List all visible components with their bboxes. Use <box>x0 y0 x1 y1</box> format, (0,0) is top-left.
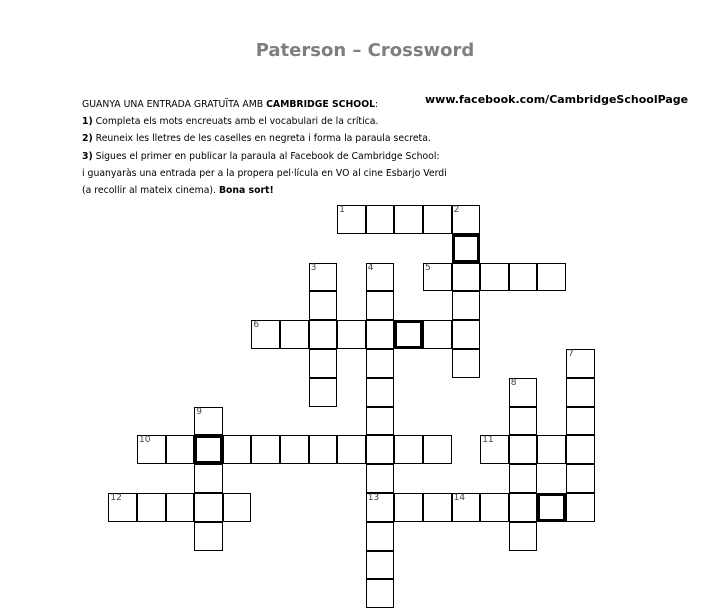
facebook-link[interactable]: www.facebook.com/CambridgeSchoolPage <box>425 93 689 106</box>
crossword-cell[interactable] <box>194 464 223 493</box>
crossword-cell[interactable] <box>194 493 223 522</box>
crossword-cell[interactable] <box>537 263 566 292</box>
crossword-cell[interactable] <box>137 435 166 464</box>
clue-number: 10 <box>139 435 151 446</box>
good-luck-text: Bona sort! <box>218 185 274 197</box>
crossword-cell[interactable] <box>137 493 166 522</box>
crossword-cell[interactable] <box>394 435 423 464</box>
crossword-cell[interactable] <box>337 435 366 464</box>
crossword-key-cell[interactable] <box>537 493 566 522</box>
crossword-cell[interactable] <box>251 435 280 464</box>
crossword-cell[interactable] <box>452 320 481 349</box>
crossword-cell[interactable] <box>366 320 395 349</box>
crossword-cell[interactable] <box>480 435 509 464</box>
crossword-cell[interactable] <box>509 263 538 292</box>
crossword-cell[interactable] <box>366 378 395 407</box>
clue-number: 2 <box>453 205 460 215</box>
clue-number: 9 <box>196 406 202 417</box>
crossword-cell[interactable] <box>309 435 338 464</box>
crossword-cell[interactable] <box>452 291 481 320</box>
clue-number: 4 <box>367 262 374 273</box>
crossword-cell[interactable] <box>394 493 423 522</box>
crossword-cell[interactable] <box>280 435 309 464</box>
crossword-cell[interactable] <box>366 435 395 464</box>
step-number: 1) <box>82 116 93 128</box>
crossword-cell[interactable] <box>337 205 366 234</box>
crossword-cell[interactable] <box>309 263 338 292</box>
clue-number: 7 <box>568 349 574 359</box>
crossword-key-cell[interactable] <box>394 320 423 349</box>
crossword-cell[interactable] <box>452 205 481 234</box>
crossword-cell[interactable] <box>509 378 538 407</box>
crossword-cell[interactable] <box>423 263 452 292</box>
crossword-cell[interactable] <box>509 464 538 493</box>
crossword-cell[interactable] <box>566 493 595 522</box>
instruction-text: (a recollir al mateix cinema). <box>82 185 219 197</box>
crossword-cell[interactable] <box>251 320 280 349</box>
crossword-cell[interactable] <box>509 522 538 551</box>
school-name: CAMBRIDGE SCHOOL <box>266 99 376 110</box>
crossword-cell[interactable] <box>166 493 195 522</box>
crossword-cell[interactable] <box>566 349 595 378</box>
clue-number: 6 <box>253 320 260 331</box>
crossword-cell[interactable] <box>280 320 309 349</box>
crossword-cell[interactable] <box>366 291 395 320</box>
step-text: Reuneix les lletres de les caselles en negreta i forma la paraula secreta. <box>92 133 431 145</box>
crossword-cell[interactable] <box>452 263 481 292</box>
crossword-cell[interactable] <box>452 493 481 522</box>
crossword-cell[interactable] <box>309 291 338 320</box>
crossword-cell[interactable] <box>366 407 395 436</box>
crossword-cell[interactable] <box>309 378 338 407</box>
crossword-cell[interactable] <box>366 263 395 292</box>
crossword-cell[interactable] <box>509 435 538 464</box>
step-text: Sigues el primer en publicar la paraula al Facebook de Cambridge School: <box>92 150 440 162</box>
clue-number: 8 <box>510 377 517 388</box>
clue-number: 3 <box>310 262 317 273</box>
crossword-cell[interactable] <box>423 493 452 522</box>
clue-number: 5 <box>425 262 431 273</box>
crossword-cell[interactable] <box>223 493 252 522</box>
instruction-text: GUANYA UNA ENTRADA GRATUÏTA AMB <box>82 99 267 110</box>
crossword-cell[interactable] <box>566 435 595 464</box>
crossword-cell[interactable] <box>194 522 223 551</box>
crossword-cell[interactable] <box>423 435 452 464</box>
crossword-cell[interactable] <box>537 435 566 464</box>
clue-number: 13 <box>367 493 380 503</box>
crossword-cell[interactable] <box>166 435 195 464</box>
step-number: 3) <box>82 150 93 162</box>
crossword-cell[interactable] <box>480 493 509 522</box>
clue-number: 1 <box>339 205 345 215</box>
crossword-cell[interactable] <box>366 579 395 608</box>
crossword-cell[interactable] <box>452 349 481 378</box>
crossword-cell[interactable] <box>337 320 366 349</box>
crossword-key-cell[interactable] <box>194 435 223 464</box>
page-title: Paterson – Crossword <box>255 40 475 61</box>
crossword-cell[interactable] <box>509 407 538 436</box>
instruction-text: : <box>375 99 379 110</box>
clue-number: 11 <box>482 435 494 446</box>
crossword-cell[interactable] <box>366 493 395 522</box>
crossword-cell[interactable] <box>566 378 595 407</box>
crossword-cell[interactable] <box>108 493 137 522</box>
crossword-cell[interactable] <box>566 464 595 493</box>
crossword-cell[interactable] <box>509 493 538 522</box>
step-number: 2) <box>82 133 93 145</box>
step-text: Completa els mots encreuats amb el vocabulari de la crítica. <box>92 116 379 128</box>
crossword-cell[interactable] <box>480 263 509 292</box>
crossword-cell[interactable] <box>309 349 338 378</box>
crossword-cell[interactable] <box>366 349 395 378</box>
crossword-cell[interactable] <box>423 205 452 234</box>
crossword-cell[interactable] <box>423 320 452 349</box>
crossword-key-cell[interactable] <box>452 234 481 263</box>
crossword-cell[interactable] <box>366 205 395 234</box>
clue-number: 14 <box>453 493 466 503</box>
instruction-text: i guanyaràs una entrada per a la propera pel·lícula en VO al cine Esbarjo Verdi <box>82 167 447 179</box>
crossword-cell[interactable] <box>566 407 595 436</box>
crossword-cell[interactable] <box>366 522 395 551</box>
crossword-cell[interactable] <box>366 551 395 580</box>
crossword-cell[interactable] <box>309 320 338 349</box>
crossword-cell[interactable] <box>194 407 223 436</box>
clue-number: 12 <box>110 493 122 503</box>
crossword-cell[interactable] <box>366 464 395 493</box>
crossword-cell[interactable] <box>223 435 252 464</box>
crossword-cell[interactable] <box>394 205 423 234</box>
